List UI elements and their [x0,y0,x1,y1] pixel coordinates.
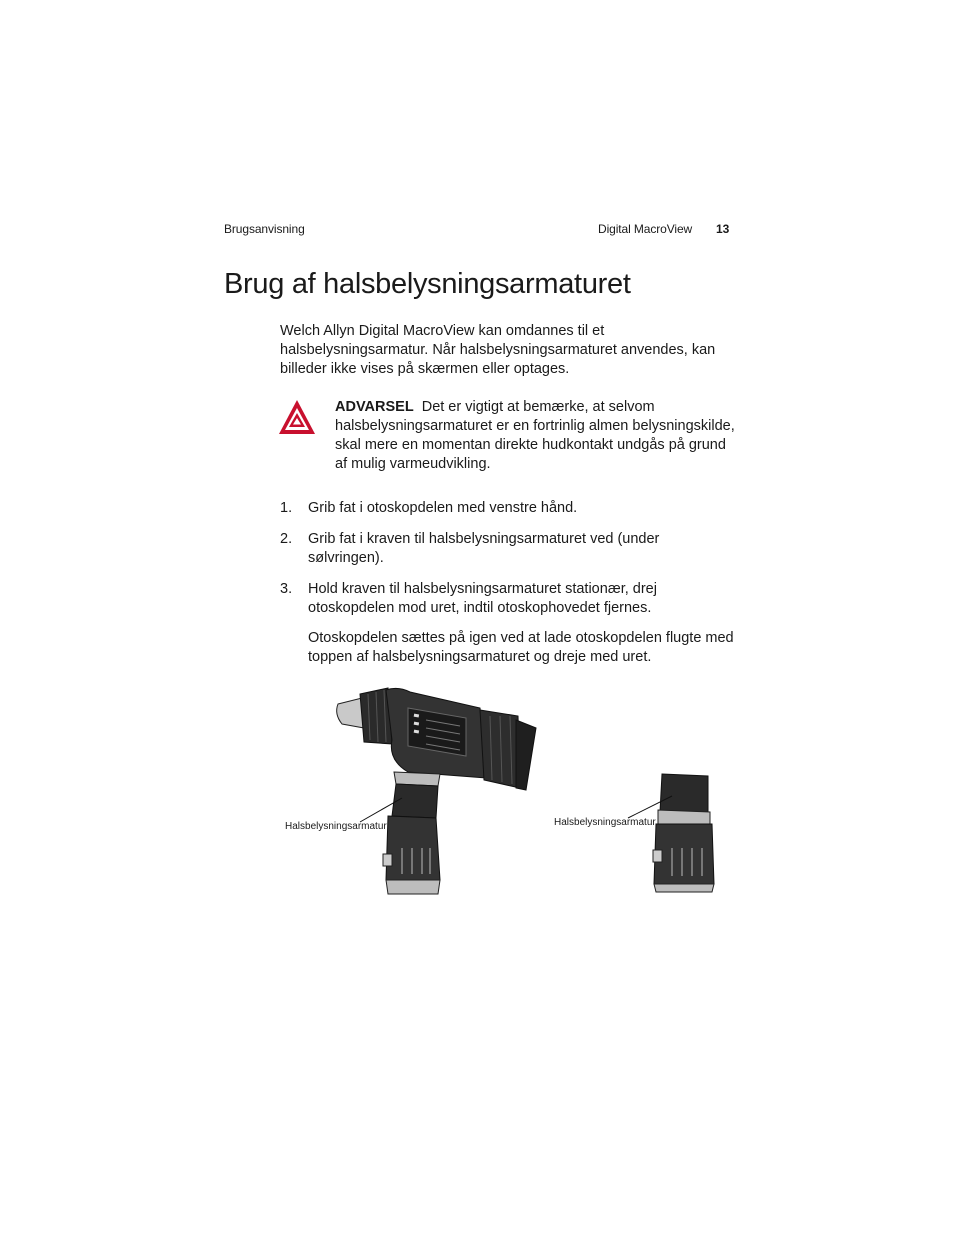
step-number: 1. [280,500,293,516]
otoscope-with-throat-illuminator-image [280,680,740,900]
warning-triangle-icon [278,399,316,435]
device-illustration [280,680,740,900]
step-number: 3. [280,581,293,597]
callout-label-right: Halsbelysningsarmatur [554,817,656,828]
page-title: Brug af halsbelysningsarmaturet [224,268,631,300]
header-product-name: Digital MacroView [598,222,693,236]
warning-block [335,398,735,474]
intro-paragraph: Welch Allyn Digital MacroView kan omdannes til et halsbelysningsarmatur. Når halsbelysningsarmaturet anvendes, kan billeder ikke vises på skærmen eller optages. [280,323,716,377]
header-doc-type: Brugsanvisning [224,222,305,236]
page-number: 13 [716,222,730,236]
step-text: Grib fat i kraven til halsbelysningsarmaturet ved (under sølvringen). [308,531,660,566]
warning-text: Det er vigtigt at bemærke, at selvom halsbelysningsarmaturet er en fortrinlig almen belysningskilde, skal mere en momentan direkte hudkontakt undgås på grund af mulig varmeudvikling. [335,399,735,472]
step-text: Hold kraven til halsbelysningsarmaturet stationær, drej otoskopdelen mod uret, indtil otoskophovedet fjernes. [308,581,657,616]
warning-label: ADVARSEL [335,399,414,415]
callout-label-left: Halsbelysningsarmatur [285,821,387,832]
reattach-note: Otoskopdelen sættes på igen ved at lade otoskopdelen flugte med toppen af halsbelysningsarmaturet og dreje med uret. [308,630,734,665]
step-number: 2. [280,531,293,547]
step-text: Grib fat i otoskopdelen med venstre hånd. [308,500,578,516]
